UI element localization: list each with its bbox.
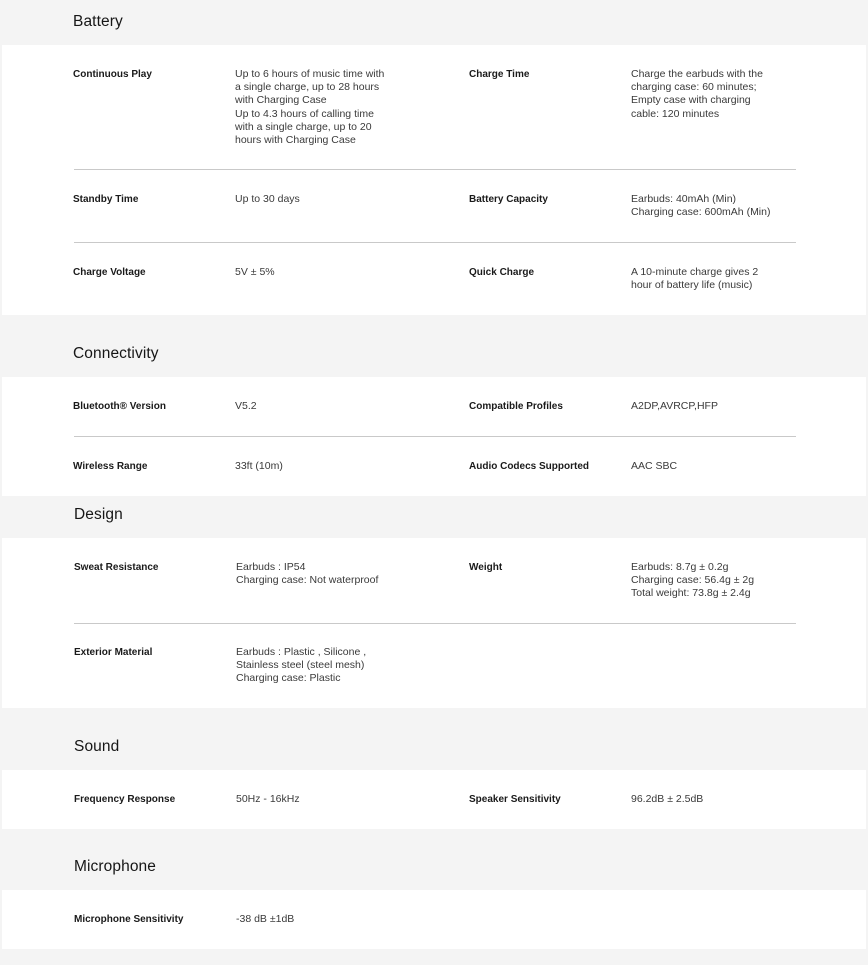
spec-value-quick-charge: A 10-minute charge gives 2 hour of battery life (music): [631, 266, 759, 292]
row-divider: [74, 436, 796, 437]
battery-spec-panel: [2, 45, 866, 315]
battery-section-title: Battery: [73, 13, 123, 30]
spec-label-wireless-range: Wireless Range: [73, 461, 148, 472]
spec-label-battery-capacity: Battery Capacity: [469, 194, 548, 205]
spec-value-wireless-range: 33ft (10m): [235, 460, 283, 472]
spec-value-sweat-resistance: Earbuds : IP54 Charging case: Not waterproof: [236, 561, 379, 587]
spec-value-frequency-response: 50Hz - 16kHz: [236, 793, 300, 805]
spec-label-speaker-sensitivity: Speaker Sensitivity: [469, 794, 561, 805]
spec-label-sweat-resistance: Sweat Resistance: [74, 562, 159, 573]
spec-label-standby-time: Standby Time: [73, 194, 139, 205]
spec-label-charge-voltage: Charge Voltage: [73, 267, 146, 278]
connectivity-spec-panel: [2, 377, 866, 496]
spec-value-speaker-sensitivity: 96.2dB ± 2.5dB: [631, 793, 704, 805]
spec-label-frequency-response: Frequency Response: [74, 794, 176, 805]
row-divider: [74, 169, 796, 170]
sound-section-title: Sound: [74, 738, 120, 755]
spec-label-continuous-play: Continuous Play: [73, 69, 152, 80]
spec-value-audio-codecs: AAC SBC: [631, 460, 678, 472]
spec-value-microphone-sensitivity: -38 dB ±1dB: [236, 913, 295, 925]
microphone-section-title: Microphone: [74, 858, 156, 875]
spec-label-audio-codecs: Audio Codecs Supported: [469, 461, 589, 472]
spec-value-continuous-play: Up to 6 hours of music time with a single charge, up to 28 hours with Charging Case Up to 4.3 hours of calling time with a single charge, up to 20 hours with Charging Case: [235, 68, 385, 147]
row-divider: [74, 623, 796, 624]
design-section-title: Design: [74, 506, 123, 523]
spec-label-quick-charge: Quick Charge: [469, 267, 535, 278]
spec-label-weight: Weight: [469, 562, 503, 573]
spec-label-bluetooth-version: Bluetooth® Version: [73, 401, 166, 412]
spec-label-compatible-profiles: Compatible Profiles: [469, 401, 563, 412]
spec-value-bluetooth-version: V5.2: [235, 400, 257, 412]
spec-label-charge-time: Charge Time: [469, 69, 530, 80]
design-spec-panel: [2, 538, 866, 708]
connectivity-section-title: Connectivity: [73, 345, 159, 362]
spec-value-charge-voltage: 5V ± 5%: [235, 266, 275, 278]
spec-value-exterior-material: Earbuds : Plastic , Silicone , Stainless steel (steel mesh) Charging case: Plastic: [236, 646, 367, 685]
spec-value-standby-time: Up to 30 days: [235, 193, 300, 205]
spec-label-exterior-material: Exterior Material: [74, 647, 153, 658]
sound-spec-panel: [2, 770, 866, 829]
microphone-spec-panel: [2, 890, 866, 949]
spec-value-battery-capacity: Earbuds: 40mAh (Min) Charging case: 600mAh (Min): [631, 193, 771, 219]
row-divider: [74, 242, 796, 243]
spec-value-compatible-profiles: A2DP,AVRCP,HFP: [631, 400, 718, 412]
spec-label-microphone-sensitivity: Microphone Sensitivity: [74, 914, 184, 925]
spec-value-weight: Earbuds: 8.7g ± 0.2g Charging case: 56.4g ± 2g Total weight: 73.8g ± 2.4g: [631, 561, 755, 600]
spec-value-charge-time: Charge the earbuds with the charging case: 60 minutes; Empty case with charging cable: 120 minutes: [631, 68, 763, 120]
